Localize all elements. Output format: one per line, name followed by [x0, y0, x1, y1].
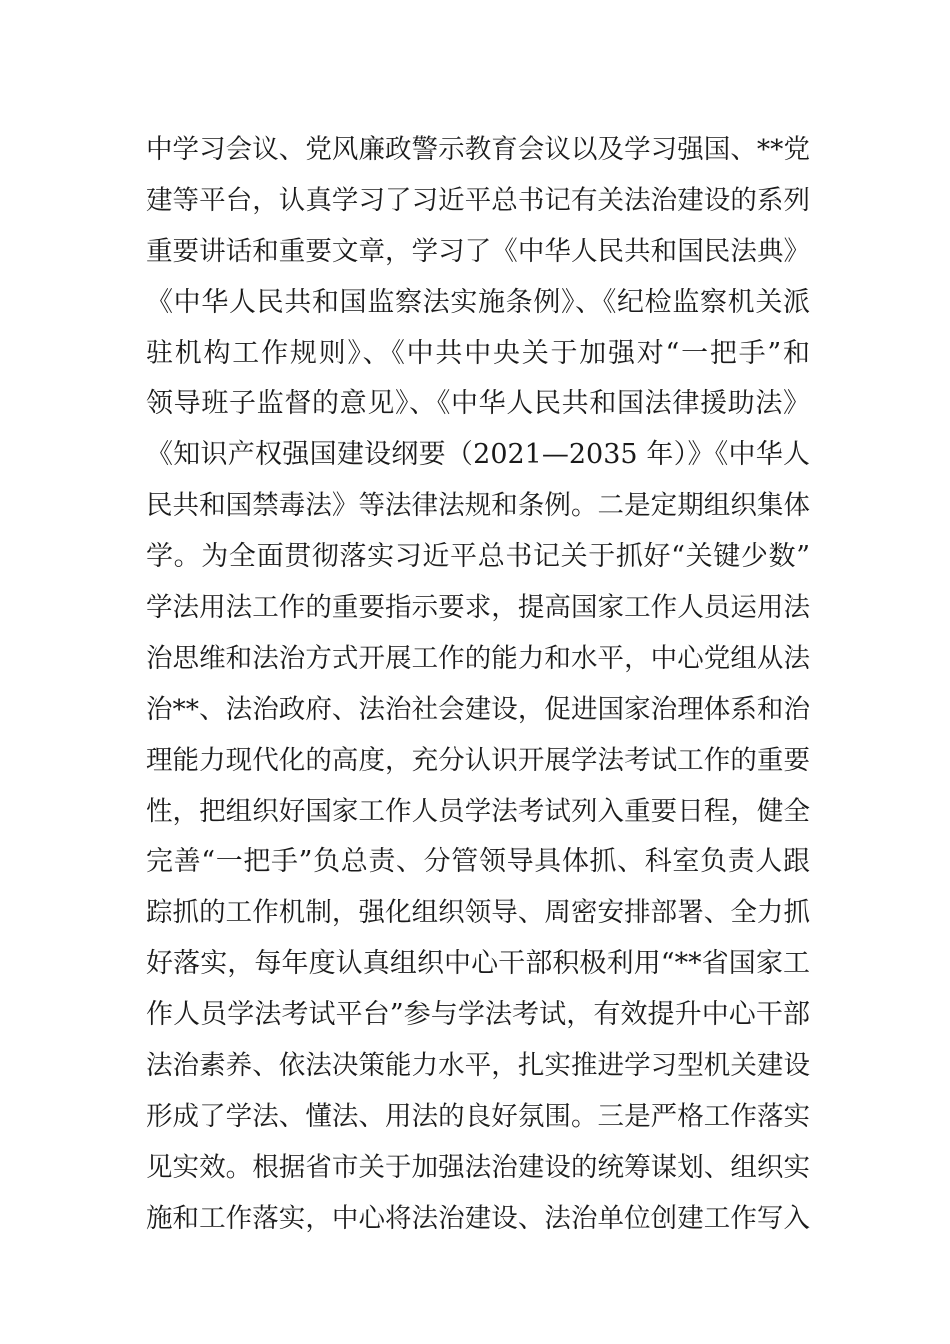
text-line: 《中华人民共和国监察法实施条例》、《纪检监察机关派 — [146, 286, 810, 318]
text-line: 好落实，每年度认真组织中心干部积极利用“**省国家工 — [146, 948, 810, 980]
text-line: 作人员学法考试平台”参与学法考试，有效提升中心干部 — [146, 999, 810, 1031]
text-line: 民共和国禁毒法》等法律法规和条例。二是定期组织集体 — [146, 490, 810, 522]
text-line: 法治素养、依法决策能力水平，扎实推进学习型机关建设 — [146, 1050, 810, 1082]
text-line: 建等平台，认真学习了习近平总书记有关法治建设的系列 — [146, 184, 810, 216]
text-line: 性，把组织好国家工作人员学法考试列入重要日程，健全 — [146, 795, 810, 827]
text-line: 理能力现代化的高度，充分认识开展学法考试工作的重要 — [146, 744, 810, 776]
text-line: 重要讲话和重要文章，学习了《中华人民共和国民法典》 — [146, 235, 810, 267]
text-line: 中学习会议、党风廉政警示教育会议以及学习强国、**党 — [146, 134, 810, 165]
text-line: 形成了学法、懂法、用法的良好氛围。三是严格工作落实 — [146, 1100, 810, 1132]
text-line: 驻机构工作规则》、《中共中央关于加强对“一把手”和 — [146, 337, 810, 369]
text-line: 完善“一把手”负总责、分管领导具体抓、科室负责人跟 — [146, 846, 810, 878]
text-line: 治思维和法治方式开展工作的能力和水平，中心党组从法 — [146, 642, 810, 674]
text-line: 施和工作落实，中心将法治建设、法治单位创建工作写入 — [146, 1202, 810, 1234]
text-line: 见实效。根据省市关于加强法治建设的统筹谋划、组织实 — [146, 1151, 810, 1183]
text-line: 学法用法工作的重要指示要求，提高国家工作人员运用法 — [146, 592, 810, 624]
body-text — [146, 125, 810, 1245]
text-line: 学。为全面贯彻落实习近平总书记关于抓好“关键少数” — [146, 541, 810, 573]
text-line: 《知识产权强国建设纲要（2021—2035 年）》《中华人 — [146, 439, 810, 471]
text-line: 治**、法治政府、法治社会建设，促进国家治理体系和治 — [146, 693, 810, 725]
text-line: 踪抓的工作机制，强化组织领导、周密安排部署、全力抓 — [146, 897, 810, 929]
text-line: 领导班子监督的意见》、《中华人民共和国法律援助法》 — [146, 388, 810, 420]
